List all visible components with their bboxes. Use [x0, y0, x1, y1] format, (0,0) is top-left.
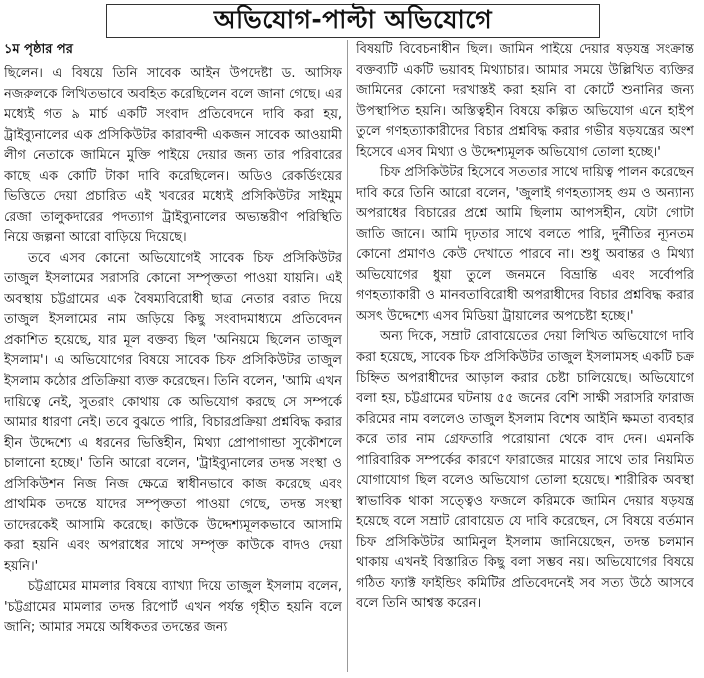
headline: অভিযোগ-পাল্টা অভিযোগে: [213, 4, 493, 34]
paragraph: চিফ প্রসিকিউটর হিসেবে সততার সাথে দায়িত্ব পালন করেছেন দাবি করে তিনি আরো বলেন, 'জুলাই গণহত্যাসহ গুম ও অন্যান্য অপরাধের বিচারের প্রশ্নে আমি ছিলাম আপসহীন, যেটা গোটা জাতি জানে। আমি দৃঢ়তার সাথে বলতে পারি, দুর্নীতির ন্যূনতম কোনো প্রমাণও কেউ দেখাতে পারবে না। শুধু অবান্তর ও মিথ্যা অভিযোগের ধুয়া তুলে জনমনে বিভ্রান্তি এবং সর্বোপরি গণহত্যাকারী ও মানবতাবিরোধী অপরাধীদের বিচার প্রশ্নবিদ্ধ করার অসৎ উদ্দেশ্যে এসব মিডিয়া ট্রায়ালের অপচেষ্টা হচ্ছে।': [356, 165, 694, 324]
paragraph: ছিলেন। এ বিষয়ে তিনি সাবেক আইন উপদেষ্টা ড. আসিফ নজরুলকে লিখিতভাবে অবহিত করেছিলেন বলে জানা গেছে। এর মধ্যেই গত ৯ মার্চ একটি সংবাদ প্রতিবেদনে দাবি করা হয়, ট্রাইব্যুনালের এক প্রসিকিউটর কারাবন্দী একজন সাবেক আওয়ামী লীগ নেতাকে জামিনে মুক্তি পাইয়ে দেয়ার জন্য তার পরিবারের কাছে এক কোটি টাকা দাবি করেছিলেন। অডিও রেকর্ডিংয়ের ভিত্তিতে দেয়া প্রচারিত এই খবরের মধ্যেই প্রসিকিউটর সাইমুম রেজা তালুকদারের পদত্যাগ ট্রাইব্যুনালের অভ্যন্তরীণ পরিস্থিতি নিয়ে জল্পনা আরো বাড়িয়ে দিয়েছে।: [4, 66, 342, 246]
column-divider: [347, 40, 348, 672]
headline-box: [106, 4, 600, 38]
paragraph: বিষয়টি বিবেচনাধীন ছিল। জামিন পাইয়ে দেয়ার ষড়যন্ত্র সংক্রান্ত বক্তব্যটি একটি ভয়াবহ মিথ্যাচার। আমার সময়ে উল্লিখিত ব্যক্তির জামিনের কোনো দরখাস্তই করা হয়নি বা কোর্টে শুনানির জন্য উপস্থাপিত হয়নি। অস্তিত্বহীন বিষয়ে কল্পিত অভিযোগ এনে হাইপ তুলে গণহত্যাকারীদের বিচার প্রশ্নবিদ্ধ করার গভীর ষড়যন্ত্রের অংশ হিসেবে এসব মিথ্যা ও উদ্দেশ্যমূলক অভিযোগ তোলা হচ্ছে।': [356, 42, 694, 160]
left-column: [4, 40, 342, 674]
right-column: [356, 40, 694, 674]
paragraph: চট্টগ্রামের মামলার বিষয়ে ব্যাখ্যা দিয়ে তাজুল ইসলাম বলেন, 'চট্টগ্রামের মামলার তদন্ত রিপোর্ট এখন পর্যন্ত গৃহীত হয়নি বলে জানি; আমার সময়ে অধিকতর তদন্তের জন্য: [4, 579, 342, 636]
paragraph: অন্য দিকে, সম্রাট রোবায়েতের দেয়া লিখিত অভিযোগে দাবি করা হয়েছে, সাবেক চিফ প্রসিকিউটর তাজুল ইসলামসহ একটি চক্র চিহ্নিত অপরাধীদের আড়াল করার চেষ্টা চালিয়েছে। অভিযোগে বলা হয়, চট্টগ্রামের ঘটনায় ৫৫ জনের বেশি সাক্ষী সরাসরি ফারাজ করিমের নাম বললেও তাজুল ইসলাম বিশেষ আইনি ক্ষমতা ব্যবহার করে তার নাম গ্রেফতারি পরোয়ানা থেকে বাদ দেন। এমনকি পারিবারিক সম্পর্কের কারণে ফারাজের মায়ের সাথে তার নিয়মিত যোগাযোগ ছিল বলেও অভিযোগ তোলা হয়েছে। শারীরিক অবস্থা স্বাভাবিক থাকা সত্ত্বেও ফজলে করিমকে জামিন দেয়ার ষড়যন্ত্র হয়েছে বলে সম্রাট রোবায়েত যে দাবি করেছেন, সে বিষয়ে বর্তমান চিফ প্রসিকিউটর আমিনুল ইসলাম জানিয়েছেন, তদন্ত চলমান থাকায় এখনই বিস্তারিত কিছু বলা সম্ভব নয়। অভিযোগের বিষয়ে গঠিত ফ্যাক্ট ফাইন্ডিং কমিটির প্রতিবেদনেই সব সত্য উঠে আসবে বলে তিনি আশ্বস্ত করেন।: [356, 329, 694, 612]
paragraph: তবে এসব কোনো অভিযোগেই সাবেক চিফ প্রসিকিউটর তাজুল ইসলামের সরাসরি কোনো সম্পৃক্ততা পাওয়া যায়নি। এই অবস্থায় চট্টগ্রামের এক বৈষম্যবিরোধী ছাত্র নেতার বরাত দিয়ে তাজুল ইসলামের নাম জড়িয়ে কিছু সংবাদমাধ্যমে প্রতিবেদন প্রকাশিত হয়েছে, যার মূল বক্তব্য ছিল 'অনিয়মে ছিলেন তাজুল ইসলাম'। এ অভিযোগের বিষয়ে সাবেক চিফ প্রসিকিউটর তাজুল ইসলাম কঠোর প্রতিক্রিয়া ব্যক্ত করেছেন। তিনি বলেন, 'আমি এখন দায়িত্বে নেই, সুতরাং কোথায় কে অভিযোগ করছে সে সম্পর্কে আমার ধারণা নেই। তবে বুঝতে পারি, বিচারপ্রক্রিয়া প্রশ্নবিদ্ধ করার হীন উদ্দেশ্যে এ ধরনের ভিত্তিহীন, মিথ্যা প্রোপাগান্ডা সুকৌশলে চালানো হচ্ছে।' তিনি আরো বলেন, 'ট্রাইব্যুনালের তদন্ত সংস্থা ও প্রসিকিউশন নিজ নিজ ক্ষেত্রে স্বাধীনভাবে কাজ করেছে এবং প্রাথমিক তদন্তে যাদের সম্পৃক্ততা পাওয়া গেছে, তদন্ত সংস্থা তাদেরকেই আসামি করেছে। কাউকে উদ্দেশ্যমূলকভাবে আসামি করা হয়নি এবং অপরাধের সাথে সম্পৃক্ত কাউকে বাদও দেয়া হয়নি।': [4, 250, 342, 574]
continued-from-label: ১ম পৃষ্ঠার পর: [4, 42, 73, 57]
